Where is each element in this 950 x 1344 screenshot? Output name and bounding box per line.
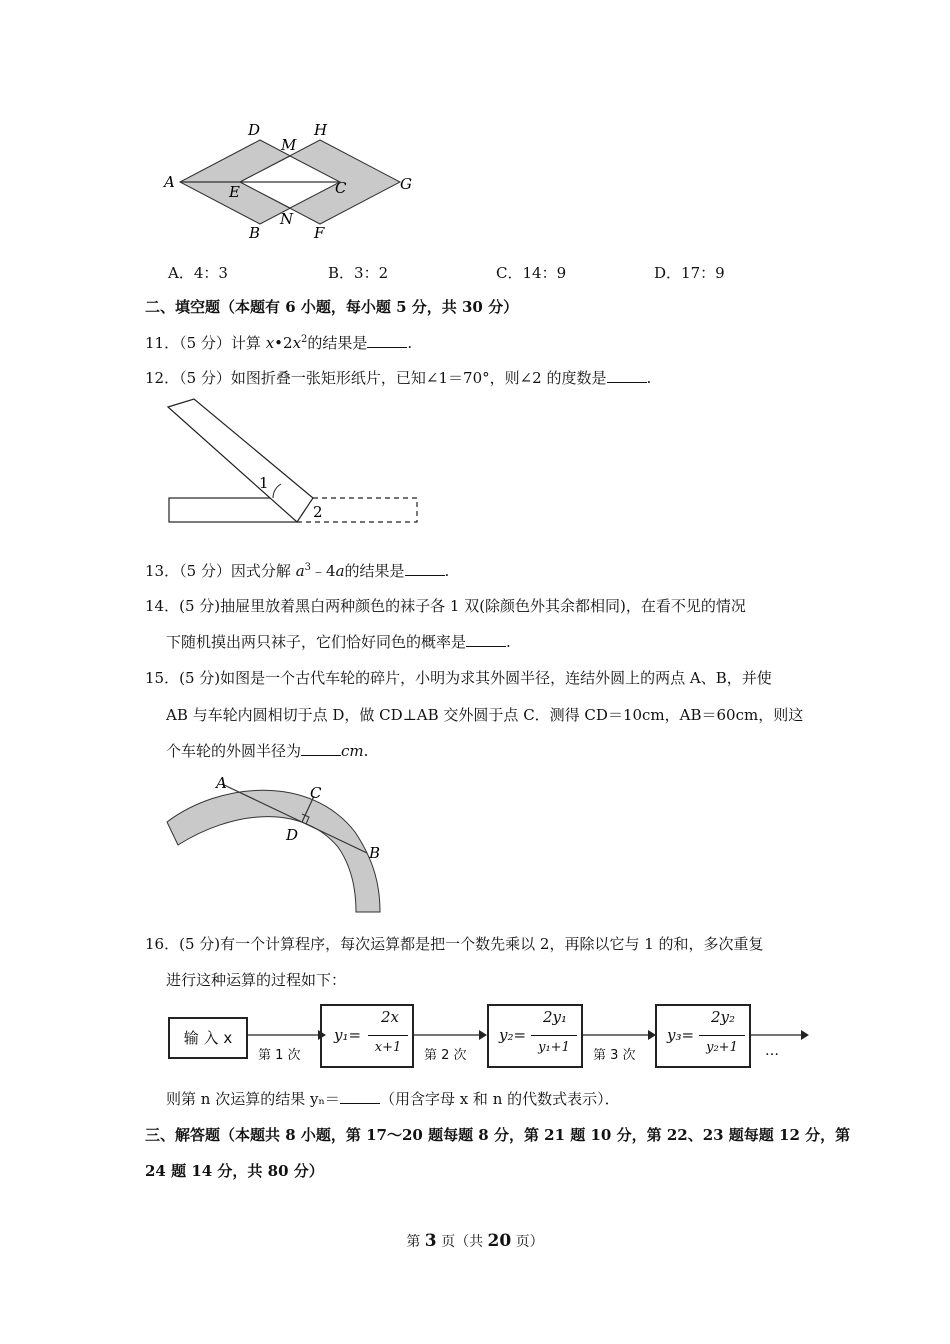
- section-3-heading-line-2: 24 题 14 分，共 80 分）: [145, 1162, 324, 1180]
- question-13: 13．（5 分）因式分解 $a^3﹣4a$的结果是 .: [145, 562, 450, 580]
- folded-strip-figure: [165, 396, 425, 528]
- label-b: B: [249, 224, 261, 242]
- step-3-box: y₃= 2y₂ y₂+1: [655, 1004, 751, 1068]
- answer-blank[interactable]: [301, 741, 341, 756]
- label-b: B: [369, 844, 381, 862]
- section-2-heading: 二、填空题（本题有 6 小题，每小题 5 分，共 30 分）: [145, 298, 519, 316]
- wheel-fragment-figure: [160, 772, 400, 922]
- label-d: D: [286, 826, 299, 844]
- answer-blank[interactable]: [340, 1089, 380, 1104]
- option-a: A．4：3: [168, 264, 228, 282]
- label-a: A: [216, 774, 227, 792]
- total-pages: 20: [487, 1231, 512, 1251]
- question-14-line-2: 下随机摸出两只袜子，它们恰好同色的概率是 .: [166, 633, 511, 651]
- option-d: D．17：9: [654, 264, 725, 282]
- question-16-line-3: 则第 n 次运算的结果 yₙ＝ （用含字母 x 和 n 的代数式表示）．: [166, 1090, 620, 1108]
- step-1-box: y₁= 2x x+1: [320, 1004, 414, 1068]
- answer-blank[interactable]: [607, 368, 647, 383]
- current-page: 3: [424, 1231, 437, 1251]
- label-angle-2: 2: [313, 503, 323, 521]
- question-14-line-1: 14．(5 分)抽屉里放着黑白两种颜色的袜子各 1 双(除颜色外其余都相同)，在看不见的情况: [145, 597, 746, 615]
- step-3-label: 第 3 次: [593, 1048, 636, 1063]
- answer-blank[interactable]: [367, 333, 407, 348]
- label-c: C: [310, 784, 322, 802]
- question-15-line-1: 15．(5 分)如图是一个古代车轮的碎片，小明为求其外圆半径，连结外圆上的两点 A、B，并使: [145, 669, 772, 687]
- ellipsis: …: [765, 1043, 779, 1059]
- step-2-label: 第 2 次: [424, 1048, 467, 1063]
- question-12: 12．（5 分）如图折叠一张矩形纸片，已知∠1＝70°，则∠2 的度数是 .: [145, 369, 652, 387]
- section-3-heading-line-1: 三、解答题（本题共 8 小题，第 17～20 题每题 8 分，第 21 题 10 分，第 22、23 题每题 12 分，第: [145, 1126, 851, 1144]
- label-d: D: [248, 121, 261, 139]
- flow-arrows: [246, 1025, 812, 1045]
- label-g: G: [400, 175, 412, 193]
- question-15-line-3: 个车轮的外圆半径为 cm.: [166, 742, 369, 760]
- question-16-line-1: 16．(5 分)有一个计算程序，每次运算都是把一个数先乘以 2，再除以它与 1 的和，多次重复: [145, 935, 764, 953]
- label-n: N: [280, 210, 294, 228]
- question-11: 11．（5 分）计算 $x•2x^2$的结果是 .: [145, 334, 413, 352]
- label-f: F: [314, 224, 325, 242]
- option-c: C．14：9: [496, 264, 567, 282]
- option-b: B．3：2: [328, 264, 389, 282]
- label-angle-1: 1: [259, 474, 269, 492]
- answer-blank[interactable]: [405, 561, 445, 576]
- label-m: M: [281, 136, 297, 154]
- label-c: C: [335, 179, 347, 197]
- label-e: E: [229, 183, 240, 201]
- question-15-line-2: AB 与车轮内圆相切于点 D，做 CD⊥AB 交外圆于点 C．测得 CD＝10cm，AB＝60cm，则这: [166, 706, 804, 724]
- input-box: 输 入 x: [168, 1017, 248, 1059]
- page-footer: 第 3 页（共 20 页）: [406, 1231, 544, 1251]
- question-16-line-2: 进行这种运算的过程如下：: [166, 971, 347, 989]
- rhombus-figure: [160, 118, 420, 243]
- step-2-box: y₂= 2y₁ y₁+1: [487, 1004, 583, 1068]
- label-a: A: [164, 173, 175, 191]
- answer-blank[interactable]: [466, 632, 506, 647]
- label-h: H: [314, 121, 328, 139]
- step-1-label: 第 1 次: [258, 1048, 301, 1063]
